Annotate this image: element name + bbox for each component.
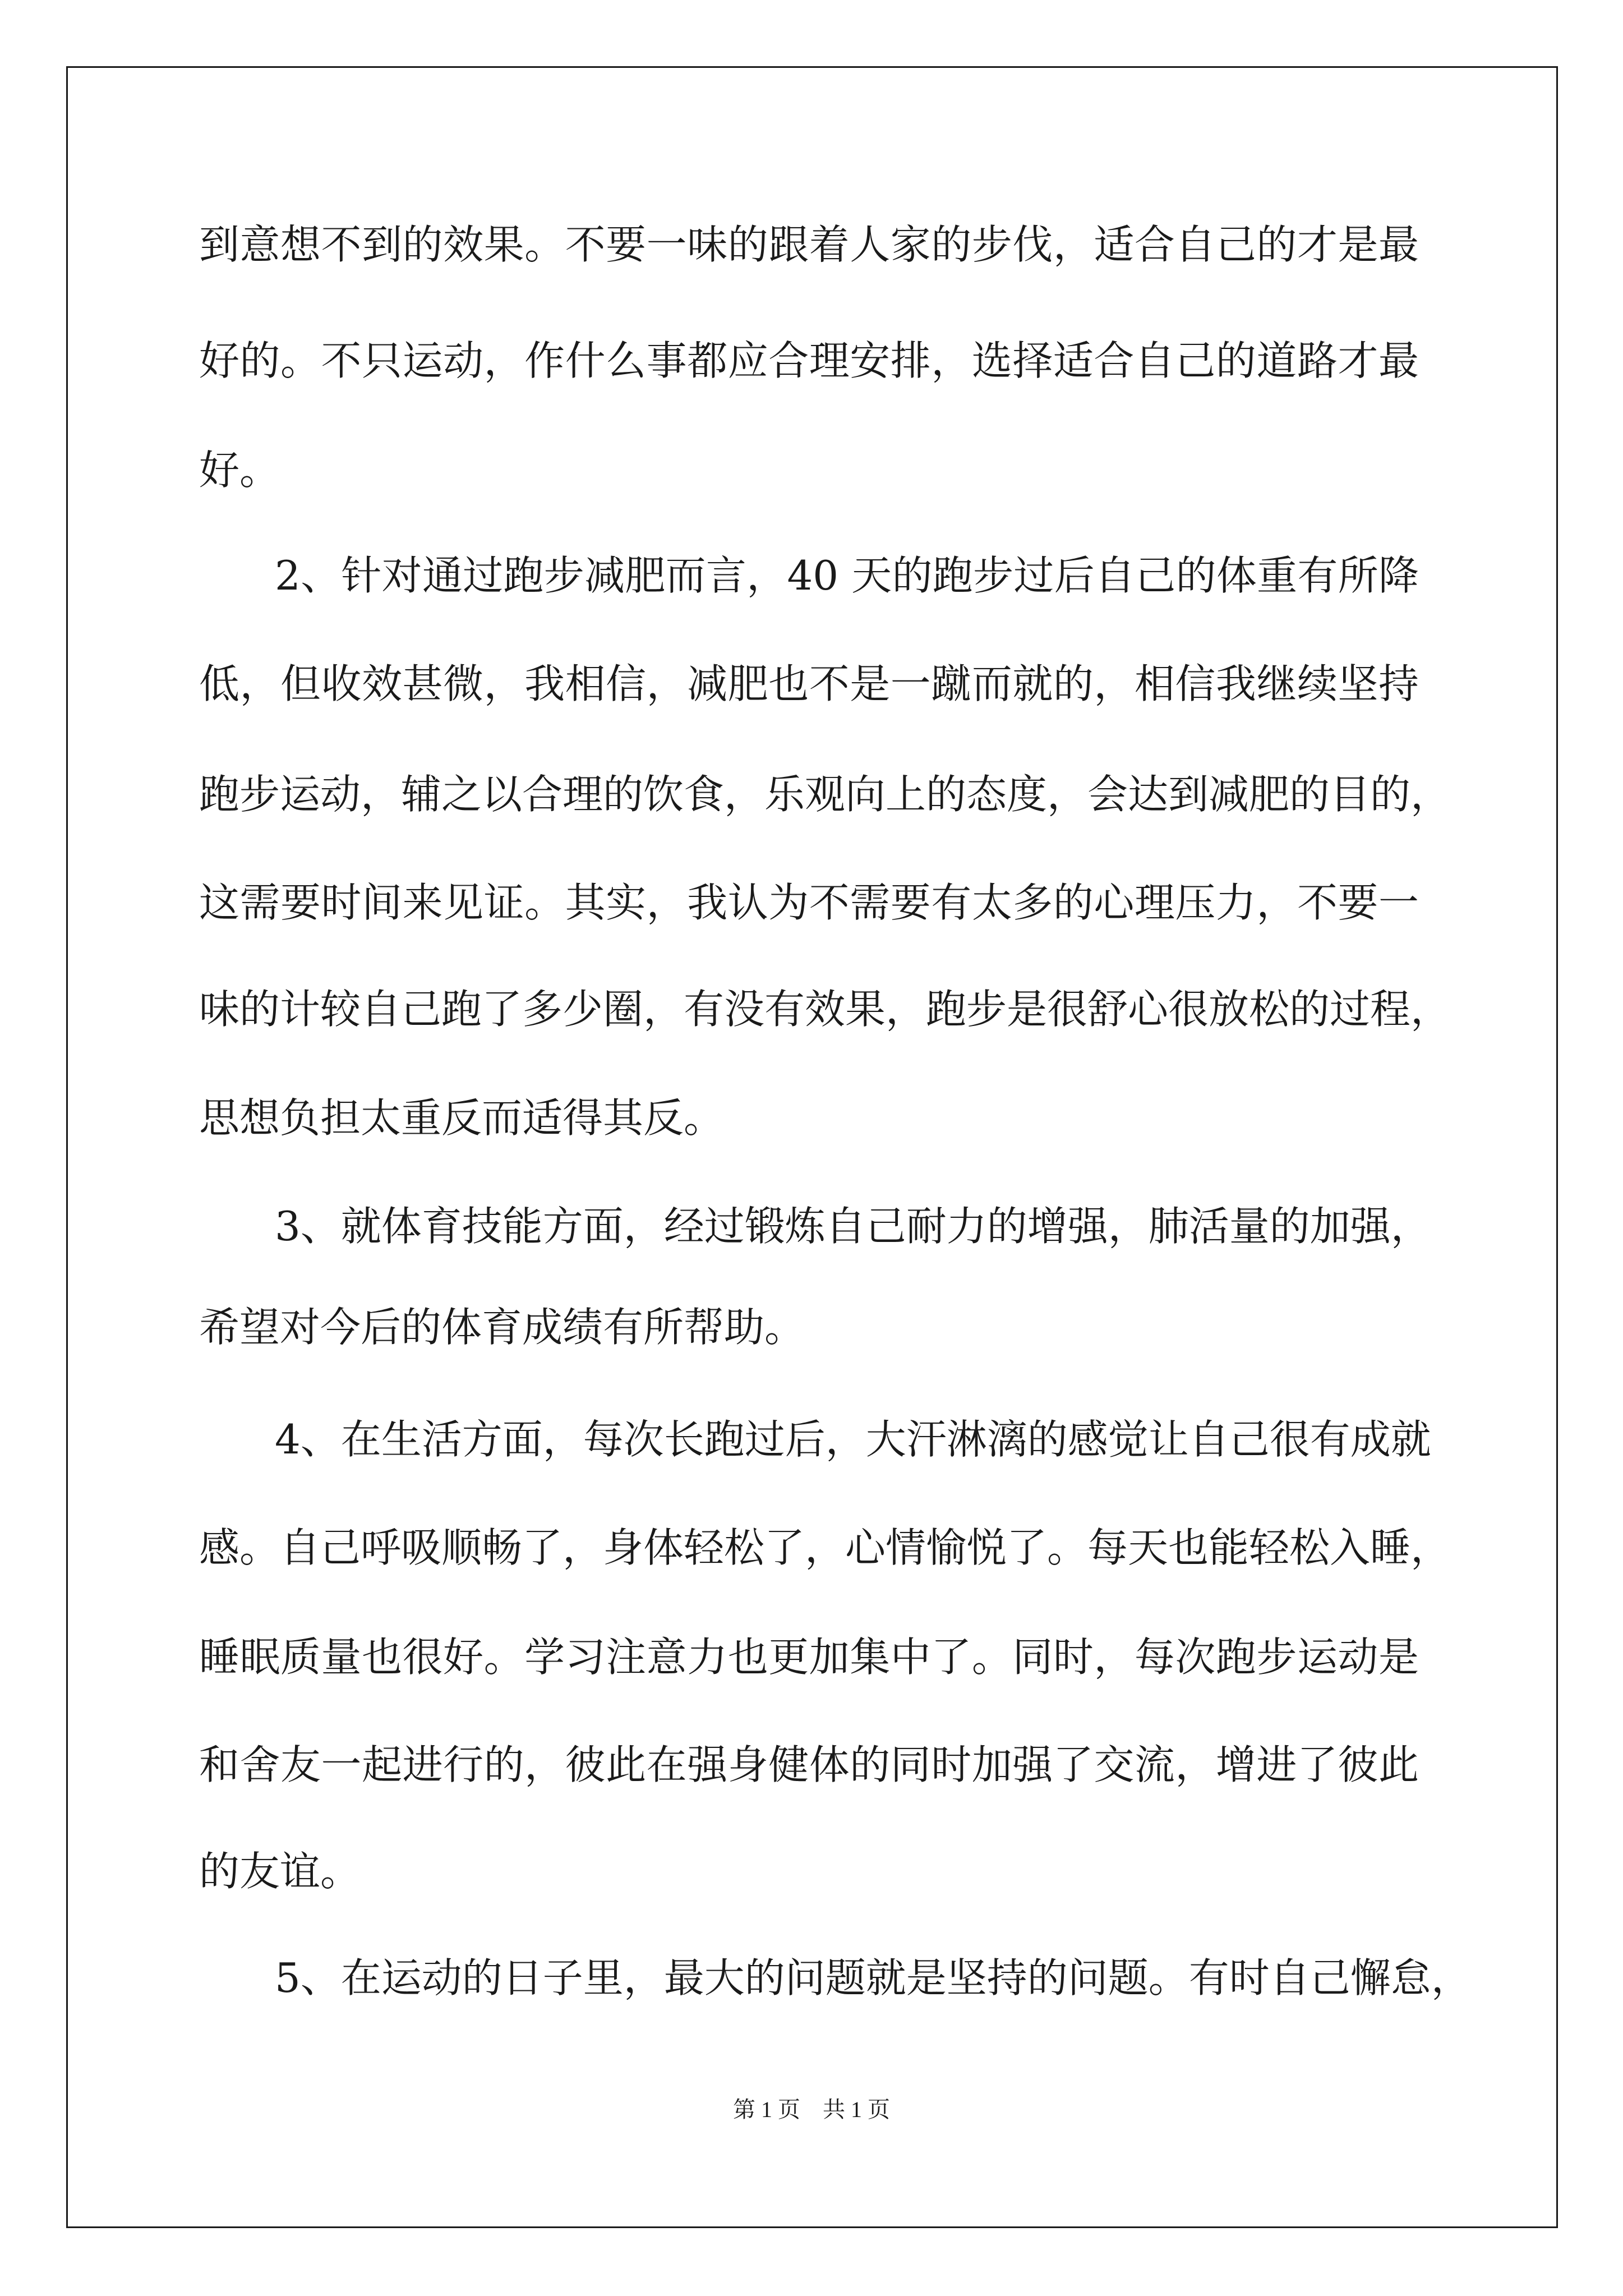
text-line: 好的。不只运动，作什么事都应合理安排，选择适合自己的道路才最 [199,337,1419,384]
text-line: 跑步运动，辅之以合理的饮食，乐观向上的态度，会达到减肥的目的， [199,771,1451,818]
text-line: 3、就体育技能方面，经过锻炼自己耐力的增强，肺活量的加强， [275,1203,1431,1250]
text-line: 2、针对通过跑步减肥而言，40 天的跑步过后自己的体重有所降 [275,552,1419,599]
page-number-footer: 第 1 页 共 1 页 [733,2097,890,2122]
text-line: 希望对今后的体育成绩有所帮助。 [199,1304,805,1351]
text-line: 好。 [199,447,280,494]
text-line: 低，但收效甚微，我相信，减肥也不是一蹴而就的，相信我继续坚持 [199,660,1419,707]
page-border [66,66,1558,2228]
text-line: 感。自己呼吸顺畅了，身体轻松了，心情愉悦了。每天也能轻松入睡， [199,1524,1451,1571]
text-line: 到意想不到的效果。不要一味的跟着人家的步伐，适合自己的才是最 [199,221,1419,268]
text-line: 的友谊。 [199,1848,361,1895]
text-line: 思想负担太重反而适得其反。 [199,1094,725,1142]
text-line: 4、在生活方面，每次长跑过后，大汗淋漓的感觉让自己很有成就 [275,1416,1431,1463]
text-line: 和舍友一起进行的，彼此在强身健体的同时加强了交流，增进了彼此 [199,1741,1419,1788]
text-line: 味的计较自己跑了多少圈，有没有效果，跑步是很舒心很放松的过程， [199,986,1451,1033]
text-line: 睡眠质量也很好。学习注意力也更加集中了。同时，每次跑步运动是 [199,1634,1419,1681]
text-line: 5、在运动的日子里，最大的问题就是坚持的问题。有时自己懈怠， [275,1954,1472,2001]
text-line: 这需要时间来见证。其实，我认为不需要有太多的心理压力，不要一 [199,879,1419,926]
